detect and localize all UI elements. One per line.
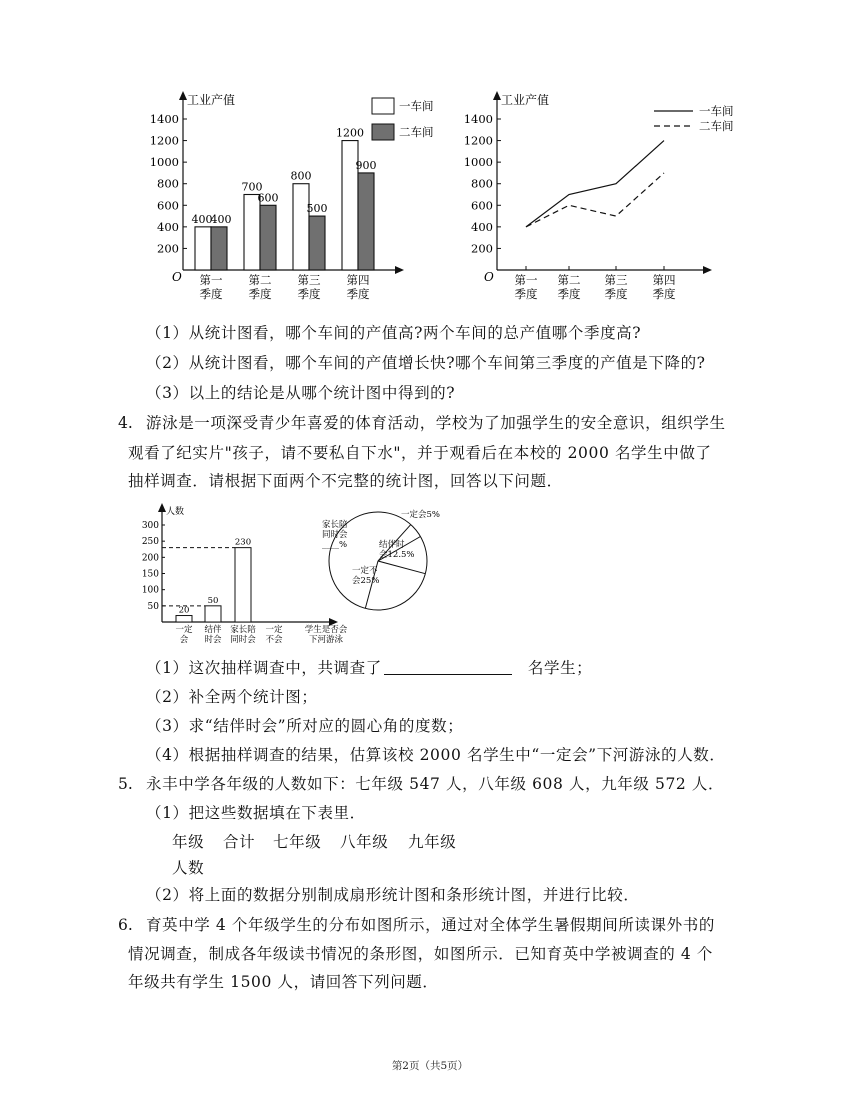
c2-origin: O [484, 270, 494, 284]
c4-slice-label: 一定不 [352, 566, 378, 576]
c3-data-label: 20 [178, 605, 190, 616]
c1-data-label: 700 [241, 180, 263, 194]
table-header-grade9: 九年级 [408, 833, 457, 851]
c1-ytick-label: 1000 [149, 155, 179, 170]
c2-ytick-label: 600 [471, 198, 493, 213]
c2-y-arrow [493, 91, 501, 100]
c2-category-label: 季度 [557, 287, 581, 301]
q6-line-2: 情况调查，制成各年级读书情况的条形图，如图所示．已知育英中学被调查的 4 个 [128, 945, 714, 963]
c1-data-label: 400 [191, 212, 213, 226]
c2-ytick-label: 1200 [463, 133, 493, 148]
q4-item-1-suffix: 名学生； [527, 659, 593, 677]
answer-blank[interactable] [384, 658, 512, 675]
c2-series-line [526, 173, 664, 227]
c1-bar [211, 227, 227, 270]
c1-legend-swatch [372, 124, 394, 140]
c4-slice-label: ____% [322, 540, 348, 550]
c3-bar [235, 548, 251, 622]
c4-slice-label: 家长陪 [322, 520, 348, 530]
c1-origin: O [172, 270, 182, 284]
q3-item-3: （3）以上的结论是从哪个统计图中得到的? [146, 384, 456, 402]
c1-ytick-label: 200 [157, 241, 179, 256]
c4-slice-label: 一定会5% [401, 510, 440, 520]
q3-item-1: （1）从统计图看，哪个车间的产值高?两个车间的总产值哪个季度高? [146, 324, 642, 342]
c3-x-label: 学生是否会 [304, 625, 348, 635]
c3-data-label: 50 [207, 595, 219, 606]
c1-legend-label: 一车间 [399, 99, 434, 113]
c4-slice-label: 会25% [352, 576, 380, 586]
c1-category-label: 季度 [346, 287, 370, 301]
c3-y-arrow [158, 503, 166, 512]
c2-category-label: 第一 [514, 273, 538, 287]
c2-legend-label: 二车间 [699, 119, 734, 133]
c1-ytick-label: 1400 [149, 112, 179, 126]
c2-ytick-label: 200 [471, 241, 493, 256]
c1-data-label: 600 [257, 191, 279, 205]
c1-data-label: 800 [290, 169, 312, 183]
q4-line-3: 抽样调查．请根据下面两个不完整的统计图，回答以下问题． [128, 472, 563, 490]
c3-ytick-label: 100 [141, 585, 159, 596]
c3-data-label: 230 [234, 537, 252, 548]
c3-ytick-label: 250 [141, 537, 159, 548]
c3-category-label: 会 [179, 635, 189, 645]
c2-ytick-label: 800 [471, 176, 493, 191]
c1-x-arrow [395, 266, 404, 274]
c3-bar [205, 606, 221, 622]
c1-data-label: 1200 [336, 126, 364, 140]
c1-category-label: 第一 [199, 273, 223, 287]
c2-ytick-label: 1400 [463, 112, 493, 126]
q4-line-1: 游泳是一项深受青少年喜爱的体育活动，学校为了加强学生的安全意识，组织学生 [146, 414, 726, 432]
c3-ytick-label: 50 [147, 601, 159, 612]
c1-y-arrow [179, 91, 187, 100]
c1-category-label: 第四 [346, 273, 370, 287]
table-header-grade7: 七年级 [273, 833, 322, 851]
table-header-grade8: 八年级 [340, 833, 389, 851]
c1-ytick-label: 600 [157, 198, 179, 213]
q5-item-2: （2）将上面的数据分别制成扇形统计图和条形统计图，并进行比较． [146, 886, 640, 904]
c1-category-label: 季度 [248, 287, 272, 301]
page-footer: 第2页（共5页） [391, 1060, 469, 1072]
c2-y-label: 工业产值 [501, 93, 550, 107]
c3-ytick-label: 300 [141, 521, 159, 531]
c4-slice-label: 会12.5% [379, 550, 415, 560]
c1-bar [260, 205, 276, 270]
c1-data-label: 900 [355, 158, 377, 172]
c1-bar [309, 216, 325, 270]
c1-ytick-label: 400 [157, 219, 179, 234]
c1-category-label: 季度 [297, 287, 321, 301]
q6-number: 6. [118, 916, 133, 934]
c1-legend-swatch [372, 98, 394, 114]
c3-category-label: 不会 [265, 635, 283, 645]
bar-chart-workshop-output [140, 85, 450, 307]
c2-legend-label: 一车间 [699, 104, 734, 118]
table-header-total: 合计 [223, 833, 256, 851]
c3-category-label: 家长陪 [230, 625, 256, 635]
q4-line-2: 观看了纪实片"孩子，请不要私自下水"，并于观看后在本校的 2000 名学生中做了 [128, 444, 712, 462]
c1-category-label: 第二 [248, 273, 272, 287]
c2-ytick-label: 400 [471, 219, 493, 234]
line-chart-workshop-output [455, 85, 734, 307]
c3-y-label: 人数 [166, 507, 185, 517]
c1-ytick-label: 800 [157, 176, 179, 191]
c2-category-label: 季度 [514, 287, 538, 301]
c2-category-label: 季度 [604, 287, 628, 301]
c3-category-label: 一定 [265, 625, 283, 635]
c1-ytick-label: 1200 [149, 133, 179, 148]
c1-bar [358, 173, 374, 270]
c2-series-line [526, 141, 664, 227]
c3-ytick-label: 200 [141, 553, 159, 564]
q5-line: 永丰中学各年级的人数如下：七年级 547 人，八年级 608 人，九年级 572 人． [146, 775, 725, 793]
q5-number: 5. [118, 775, 133, 793]
c2-category-label: 第二 [557, 273, 581, 287]
table-header-grade: 年级 [172, 833, 205, 851]
c2-ytick-label: 1000 [463, 155, 493, 170]
c1-bar [195, 227, 211, 270]
q4-item-3: （3）求“结伴时会”所对应的圆心角的度数； [146, 717, 464, 735]
c2-x-arrow [703, 266, 712, 274]
q4-item-1 [146, 658, 592, 678]
q4-number: 4. [118, 414, 133, 432]
c2-category-label: 第三 [604, 273, 628, 287]
c1-category-label: 第三 [297, 273, 321, 287]
c3-category-label: 时会 [204, 635, 222, 645]
c3-category-label: 结伴 [204, 625, 222, 635]
c1-category-label: 季度 [199, 287, 223, 301]
q3-item-2: （2）从统计图看，哪个车间的产值增长快?哪个车间第三季度的产值是下降的? [146, 354, 706, 372]
c3-x-label: 下河游泳 [308, 635, 344, 645]
pie-chart-swimming [303, 503, 463, 643]
c3-bar [176, 616, 192, 622]
q4-item-1-text: （1）这次抽样调查中，共调查了 [146, 659, 382, 677]
c1-legend-label: 二车间 [399, 125, 434, 139]
c1-bar [244, 195, 260, 271]
c4-slice-label: 结伴时 [379, 540, 405, 550]
q6-line-1: 育英中学 4 个年级学生的分布如图所示，通过对全体学生暑假期间所读课外书的 [146, 916, 715, 934]
c4-slice-label: 同时会 [322, 530, 348, 540]
c3-category-label: 一定 [175, 625, 193, 635]
q4-item-4: （4）根据抽样调查的结果，估算该校 2000 名学生中“一定会”下河游泳的人数． [146, 746, 726, 764]
c2-category-label: 季度 [652, 287, 676, 301]
c1-y-label: 工业产值 [187, 93, 236, 107]
q4-item-2: （2）补全两个统计图； [146, 688, 318, 706]
c1-bar [293, 184, 309, 270]
q5-item-1: （1）把这些数据填在下表里． [146, 804, 366, 822]
c3-category-label: 同时会 [230, 635, 256, 645]
q6-line-3: 年级共有学生 1500 人，请回答下列问题． [128, 973, 439, 991]
c1-data-label: 400 [210, 212, 232, 226]
c2-category-label: 第四 [652, 273, 676, 287]
c3-ytick-label: 150 [141, 569, 159, 580]
c1-data-label: 500 [306, 202, 328, 216]
table-row-label: 人数 [172, 859, 205, 877]
